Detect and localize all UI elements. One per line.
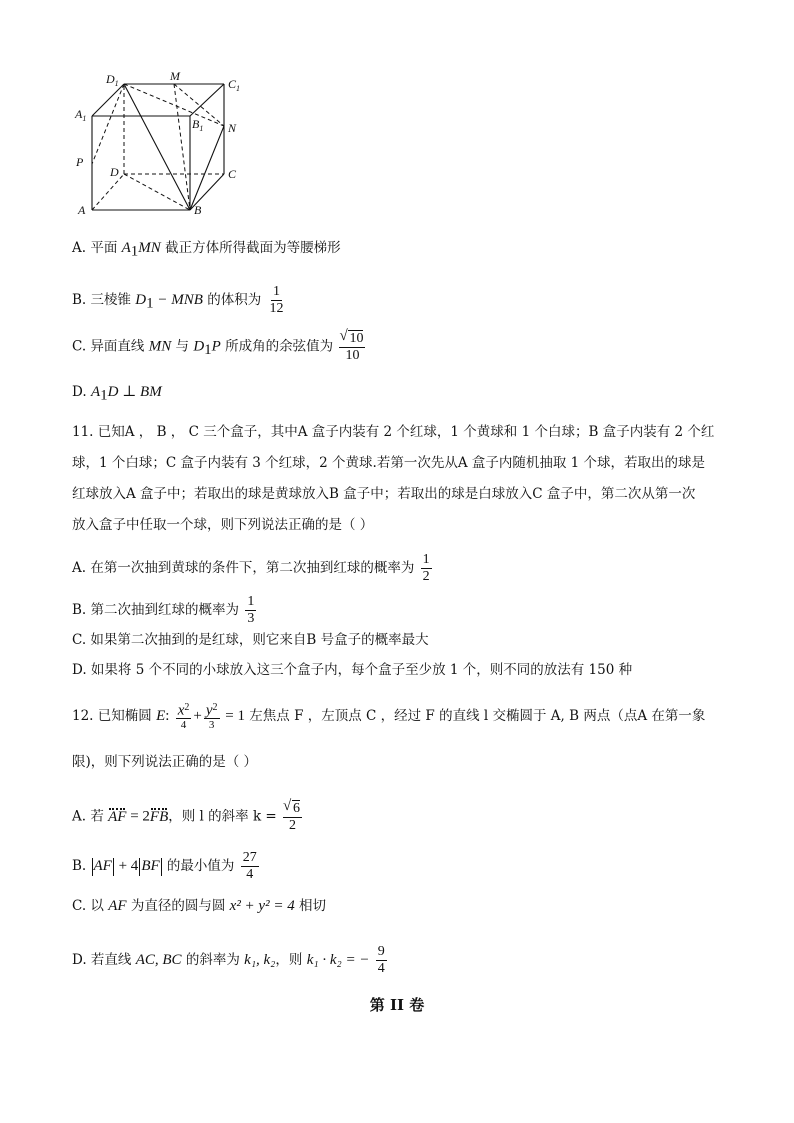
q10-option-a: A. 平面 $A_1MN$ 截正方体所得截面为等腰梯形 — [72, 240, 341, 260]
q11-stem-line-3: 红球放入A 盒子中；若取出的球是黄球放入B 盒子中；若取出的球是白球放入C 盒子中，第二次从第一次 — [72, 486, 696, 502]
fraction-27-4: $\frac{27}{4}$ — [242, 850, 257, 882]
q12-option-b: B. AF + 4 BF 的最小值为 $\frac{27}{4}$ — [72, 850, 257, 882]
label-a: A — [78, 203, 86, 217]
q11-stem-line-1: 11. 已知A ， B ， C 三个盒子，其中A 盒子内装有 2 个红球，1 个黄球和 1 个白球；B 盒子内装有 2 个红 — [72, 424, 715, 440]
fraction-y2-3: $\frac{y^2}{3}$ — [205, 702, 218, 731]
fraction-x2-4: $\frac{x^2}{4}$ — [177, 702, 190, 731]
fraction-sqrt6-2: √ $\frac{6}{2}$ — [283, 800, 302, 834]
edge-a1-d1 — [92, 84, 124, 116]
q10-option-c: C. 异面直线 MN 与 $D_1P$ 所成角的余弦值为 √ $\frac{10}{10}$ — [72, 330, 367, 364]
q11-stem-line-2: 球，1 个白球；C 盒子内装有 3 个红球，2 个黄球.若第一次先从A 盒子内随机抽取 1 个球，若取出的球是 — [72, 455, 706, 471]
q11-stem-line-4: 放入盒子中任取一个球，则下列说法正确的是（ ） — [72, 517, 374, 533]
q12-option-c: C. 以 AF 为直径的圆与圆 x² + y² = 4 相切 — [72, 898, 327, 914]
line-n-b — [190, 126, 224, 210]
fraction-9-4: $\frac{9}{4}$ — [377, 944, 385, 976]
section-title: 第 II 卷 — [369, 996, 425, 1014]
q11-option-c: C. 如果第二次抽到的是红球，则它来自B 号盒子的概率最大 — [72, 632, 429, 648]
hidden-edge-a-d — [92, 174, 124, 210]
q12-option-d: D. 若直线 AC, BC 的斜率为 k₁, k₂，则 k₁ · k₂ = − $\frac{9}{4}$ — [72, 944, 385, 976]
hidden-line-d1-p — [92, 84, 124, 164]
label-c: C — [228, 167, 237, 181]
label-c1: $C_1$ — [228, 77, 241, 93]
q11-option-a: A. 在第一次抽到黄球的条件下，第二次抽到红球的概率为 $\frac{1}{2}$ — [72, 552, 430, 584]
label-n: N — [228, 121, 237, 135]
fraction-1-3: $\frac{1}{3}$ — [247, 594, 255, 626]
q11-option-d: D. 如果将 5 个不同的小球放入这三个盒子内，每个盒子至少放 1 个，则不同的放法有 150 种 — [72, 662, 633, 678]
label-d1: $D_1$ — [106, 72, 119, 88]
line-d1-b — [124, 84, 190, 210]
label-m: M — [170, 69, 180, 83]
cube-figure — [70, 68, 330, 218]
fraction-1-2: $\frac{1}{2}$ — [422, 552, 430, 584]
fraction-sqrt10-10: √ $\frac{10}{10}$ — [339, 330, 365, 364]
q10-option-b: B. 三棱锥 $D_1$ − MNB 的体积为 $\frac{1}{12}$ — [72, 284, 284, 316]
q10-option-d: D. $A_1D$ ⊥ BM — [72, 384, 162, 404]
q11-option-b: B. 第二次抽到红球的概率为 $\frac{1}{3}$ — [72, 594, 255, 626]
hidden-line-d1-n — [124, 84, 224, 126]
label-b1: $B_1$ — [192, 117, 204, 133]
fraction-1-12: $\frac{1}{12}$ — [269, 284, 284, 316]
label-p: P — [76, 155, 84, 169]
hidden-line-m-b — [174, 84, 190, 210]
q12-stem-line-2: 限)，则下列说法正确的是（ ） — [72, 754, 258, 770]
label-d: D — [110, 165, 119, 179]
q12-option-a: A. 若 AF = 2FB，则 l 的斜率 k = √ $\frac{6}{2}$ — [72, 800, 304, 834]
label-a1: $A_1$ — [75, 107, 87, 123]
label-b: B — [194, 203, 202, 217]
q12-stem-line-1: 12. 已知椭圆 E: $\frac{x^2}{4}$ + $\frac{y^2}{3}$ = 1 左焦点 F ，左顶点 C ，经过 F 的直线 l 交椭圆于 A, B 两点（点A 在第一象 — [72, 702, 706, 731]
